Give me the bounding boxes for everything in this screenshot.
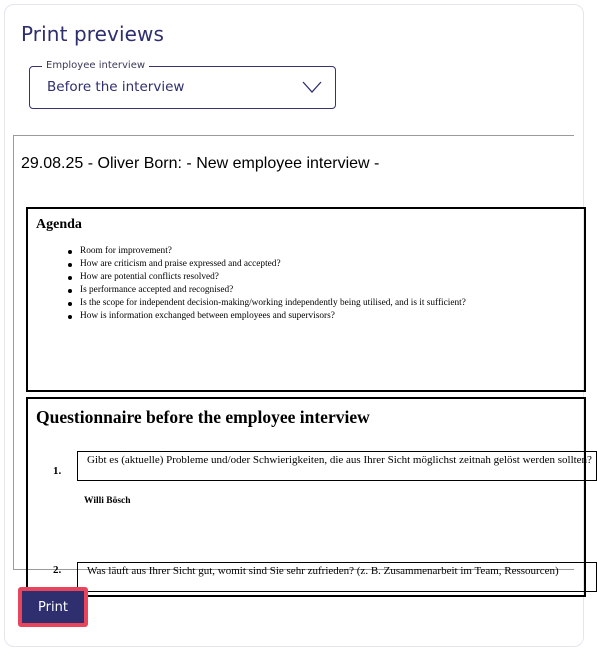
agenda-section xyxy=(26,207,586,392)
interview-type-select[interactable] xyxy=(29,60,336,109)
agenda-title: Agenda xyxy=(36,217,82,232)
agenda-item: How is information exchanged between employees and supervisors? xyxy=(68,310,466,323)
page-title: Print previews xyxy=(21,22,165,46)
document-preview[interactable] xyxy=(13,135,592,577)
agenda-item: How are potential conflicts resolved? xyxy=(68,271,466,284)
agenda-item: Is the scope for independent decision-making/working independently being utilised, and is it sufficient? xyxy=(68,297,466,310)
questionnaire-title: Questionnaire before the employee interview xyxy=(36,407,370,427)
agenda-item: Is performance accepted and recognised? xyxy=(68,284,466,297)
question-box xyxy=(77,562,597,592)
answer-author: Willi Bösch xyxy=(84,496,131,506)
print-button[interactable] xyxy=(18,587,88,627)
select-label: Employee interview xyxy=(42,59,149,73)
chevron-down-icon xyxy=(302,81,322,93)
agenda-item: Room for improvement? xyxy=(68,245,466,258)
question-number: 2. xyxy=(53,564,62,576)
agenda-item: How are criticism and praise expressed and accepted? xyxy=(68,258,466,271)
question-number: 1. xyxy=(53,465,62,477)
print-button-label: Print xyxy=(22,591,84,623)
select-value: Before the interview xyxy=(47,79,185,95)
questionnaire-section xyxy=(26,397,592,597)
agenda-list xyxy=(68,245,466,323)
question-text: Gibt es (aktuelle) Probleme und/oder Schwierigkeiten, die aus Ihrer Sicht möglichst zeitnah gelöst werden sollten? xyxy=(87,454,592,466)
question-box xyxy=(77,451,597,481)
document-heading: 29.08.25 - Oliver Born: - New employee interview - xyxy=(21,155,380,172)
question-text: Was läuft aus Ihrer Sicht gut, womit sind Sie sehr zufrieden? (z. B. Zusammenarbeit im Team, Ressourcen) xyxy=(87,565,559,577)
